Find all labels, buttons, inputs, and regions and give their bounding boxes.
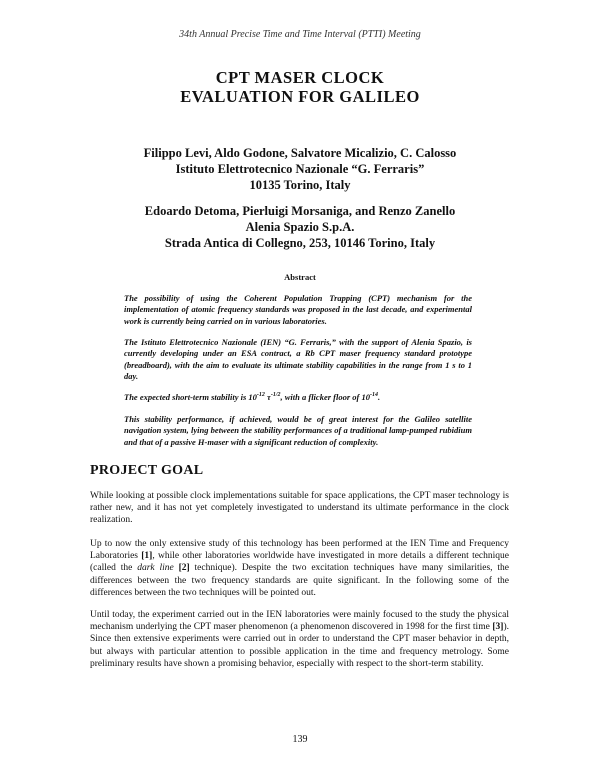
author-address: 10135 Torino, Italy xyxy=(249,178,351,192)
superscript: -14 xyxy=(369,392,378,399)
text-span: . xyxy=(377,392,381,402)
author-names: Filippo Levi, Aldo Godone, Salvatore Micalizio, C. Calosso xyxy=(143,146,457,160)
author-institution: Istituto Elettrotecnico Nazionale “G. Ferraris” xyxy=(175,162,425,176)
text-span: , with a flicker floor of 10 xyxy=(280,392,370,402)
author-institution: Alenia Spazio S.p.A. xyxy=(245,220,355,234)
text-span: Up to now the only extensive study of this technology has been performed at the IEN Time and Frequency Laboratories xyxy=(90,539,509,562)
author-names: Edoardo Detoma, Pierluigi Morsaniga, and Renzo Zanello xyxy=(144,204,456,218)
author-block-alenia xyxy=(0,203,600,251)
tau-symbol: τ xyxy=(264,392,271,402)
dark-line-term: dark line xyxy=(137,563,174,574)
author-block-ien xyxy=(0,145,600,193)
title-line-2: EVALUATION FOR GALILEO xyxy=(180,87,420,106)
abstract-paragraph: This stability performance, if achieved, would be of great interest for the Galileo satellite navigation system, lying between the stability performances of a traditional lamp-pumped rubidium and that of a passive H-maser with a significant reduction of complexity. xyxy=(124,414,472,447)
superscript: -12 xyxy=(256,392,265,399)
text-span: ). Since then extensive experiments were carried out in order to understand the CPT maser behavior in depth, but always with particular attention to possible application in the time and frequency metrology. Some preliminary results have shown a promising behavior, especially with respect to the short-term stability. xyxy=(90,622,509,669)
abstract-heading: Abstract xyxy=(284,272,316,282)
text-span: Until today, the experiment carried out in the IEN laboratories were mainly focused to the study the physical mechanism underlying the CPT maser phenomenon (a phenomenon discovered in 1998 for the first time xyxy=(90,610,509,633)
running-head: 34th Annual Precise Time and Time Interval (PTTI) Meeting xyxy=(179,29,421,40)
citation-ref: [1] xyxy=(141,551,153,562)
paper-title xyxy=(0,68,600,106)
body-paragraph xyxy=(90,609,509,670)
text-span: The expected short-term stability is 10 xyxy=(124,392,257,402)
text-span: technique). Despite the two excitation techniques have many similarities, the differences between the two frequency standards are quite significant. In the following some of the differences between the two techniques will be pointed out. xyxy=(90,563,509,598)
abstract-paragraph-stability xyxy=(124,392,472,403)
page-number: 139 xyxy=(292,734,308,745)
text-span: , while other laboratories worldwide have investigated in more details a different technique (called the xyxy=(90,551,509,574)
section-heading: PROJECT GOAL xyxy=(90,463,204,478)
abstract-paragraph: The Istituto Elettrotecnico Nazionale (IEN) “G. Ferraris,” with the support of Alenia Spazio, is currently developing under an ESA contract, a Rb CPT maser frequency standard prototype (breadboard), with the aim to evaluate its ultimate stability capabilities in the range from 1 s to 1 day. xyxy=(124,337,472,381)
superscript: -1/2 xyxy=(270,392,281,399)
abstract-paragraph: The possibility of using the Coherent Population Trapping (CPT) mechanism for the implementation of atomic frequency standards was proposed in the last decade, and experimental work is currently being carried on in various laboratories. xyxy=(124,293,472,326)
title-line-1: CPT MASER CLOCK xyxy=(215,68,385,87)
citation-ref: [3] xyxy=(492,622,504,633)
body-paragraph xyxy=(90,538,509,599)
author-address: Strada Antica di Collegno, 253, 10146 Torino, Italy xyxy=(164,236,436,250)
citation-ref: [2] xyxy=(178,563,190,574)
body-paragraph: While looking at possible clock implementations suitable for space applications, the CPT maser technology is rather new, and it has not yet completely investigated to understand its ultimate performance in the clock realization. xyxy=(90,491,509,526)
